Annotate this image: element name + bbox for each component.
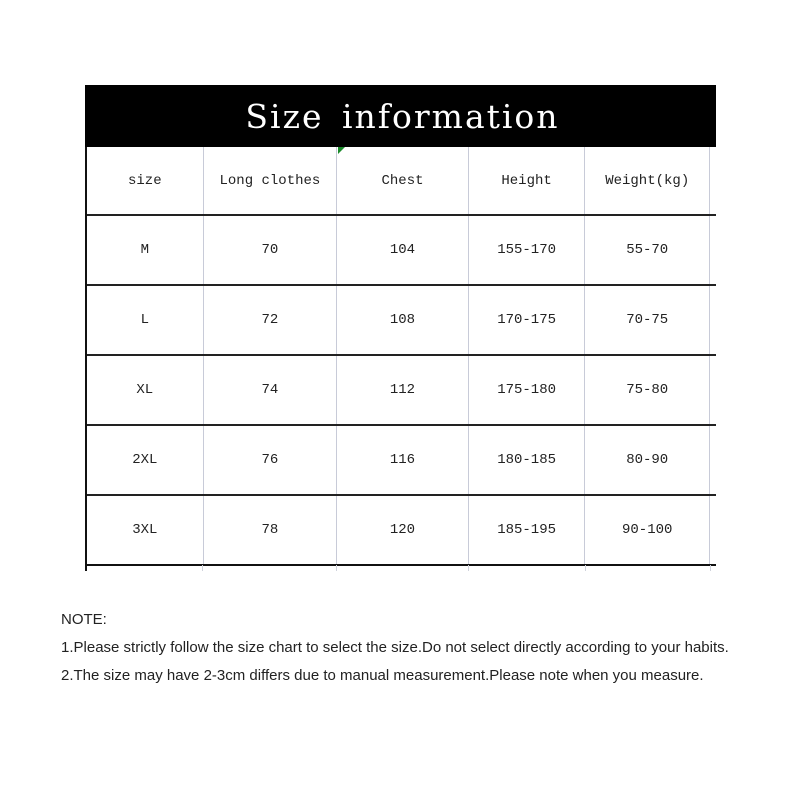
empty-cell <box>710 286 716 354</box>
cell-size: L <box>87 286 204 354</box>
cell-long-clothes: 76 <box>204 426 338 494</box>
table-row <box>87 216 716 286</box>
notes-heading: NOTE: <box>61 611 107 628</box>
notes-section <box>61 606 729 690</box>
cell-long-clothes: 72 <box>204 286 338 354</box>
cell-height: 185-195 <box>469 496 586 564</box>
cell-size: 3XL <box>87 496 204 564</box>
column-header-chest: Chest <box>337 147 469 214</box>
cell-height: 155-170 <box>469 216 586 284</box>
cell-height: 175-180 <box>469 356 586 424</box>
cell-weight: 75-80 <box>585 356 710 424</box>
empty-cell <box>710 356 716 424</box>
empty-cell <box>710 426 716 494</box>
column-header-height: Height <box>469 147 586 214</box>
cell-height: 180-185 <box>469 426 586 494</box>
table-row <box>87 286 716 356</box>
cell-size: M <box>87 216 204 284</box>
column-header-size: size <box>87 147 204 214</box>
cell-weight: 90-100 <box>585 496 710 564</box>
cell-size: 2XL <box>87 426 204 494</box>
empty-cell <box>710 496 716 564</box>
empty-cell <box>710 216 716 284</box>
chart-title: Size information <box>85 85 716 147</box>
note-item: 1.Please strictly follow the size chart to select the size.Do not select directly according to your habits. <box>61 639 729 656</box>
cell-chest: 108 <box>337 286 469 354</box>
cell-long-clothes: 74 <box>204 356 338 424</box>
cell-size: XL <box>87 356 204 424</box>
grid-line-stubs <box>85 565 716 571</box>
note-item: 2.The size may have 2-3cm differs due to manual measurement.Please note when you measure. <box>61 667 704 684</box>
cell-chest: 120 <box>337 496 469 564</box>
empty-cell <box>710 147 716 214</box>
cell-long-clothes: 78 <box>204 496 338 564</box>
cell-long-clothes: 70 <box>204 216 338 284</box>
column-header-weight: Weight(kg) <box>585 147 710 214</box>
table-row <box>87 356 716 426</box>
column-header-long-clothes: Long clothes <box>204 147 338 214</box>
cell-height: 170-175 <box>469 286 586 354</box>
size-chart <box>85 85 716 566</box>
table-row <box>87 496 716 566</box>
cell-chest: 112 <box>337 356 469 424</box>
cell-chest: 116 <box>337 426 469 494</box>
cell-weight: 80-90 <box>585 426 710 494</box>
table-row <box>87 426 716 496</box>
comment-marker-icon <box>338 147 345 154</box>
cell-weight: 55-70 <box>585 216 710 284</box>
cell-weight: 70-75 <box>585 286 710 354</box>
size-table <box>85 147 716 566</box>
cell-chest: 104 <box>337 216 469 284</box>
table-header-row <box>87 147 716 216</box>
